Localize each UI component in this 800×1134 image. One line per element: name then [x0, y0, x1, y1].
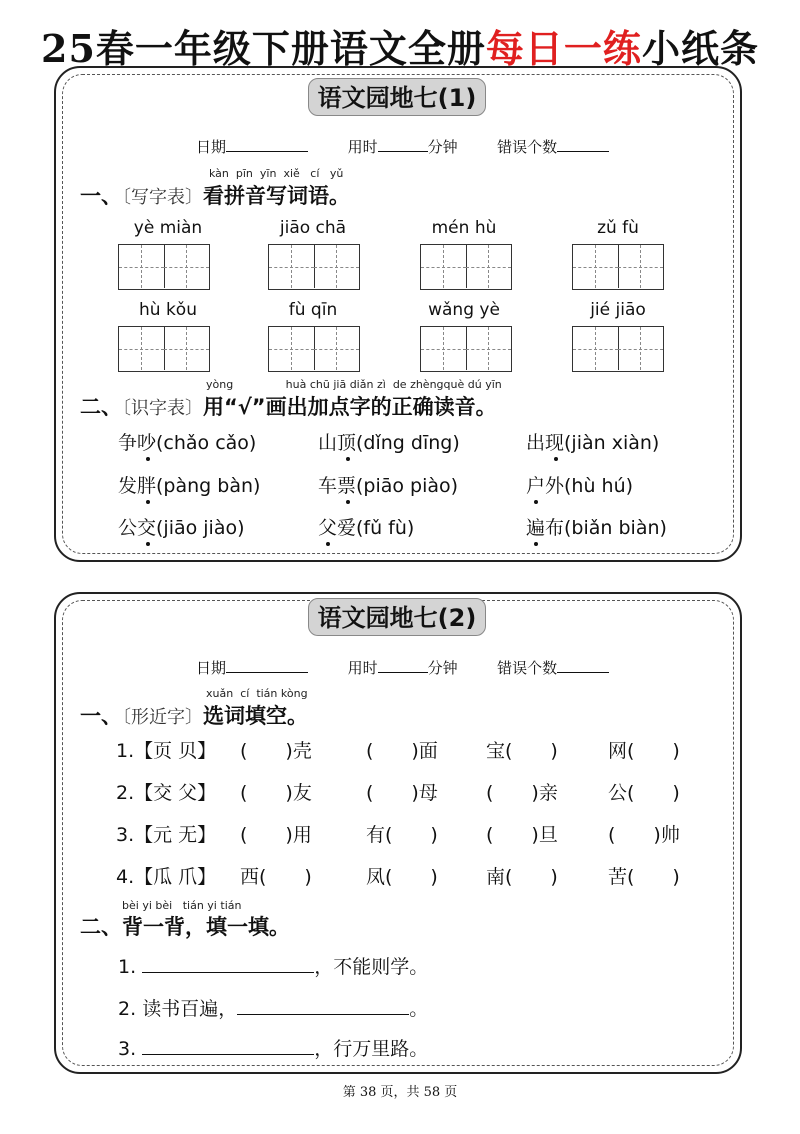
- pinyin: pīn: [235, 167, 253, 180]
- section-1-title: 语文园地七(1): [308, 78, 486, 116]
- section-2-title: 语文园地七(2): [308, 598, 486, 636]
- fill-cell[interactable]: ( )旦: [486, 824, 558, 846]
- date-label: 日期: [196, 659, 227, 677]
- q1-pinyin-row: [209, 167, 343, 180]
- pinyin: cí: [240, 687, 250, 700]
- fill-cell[interactable]: 西( ): [240, 866, 312, 888]
- recite-blank[interactable]: [142, 958, 314, 973]
- recite-blank[interactable]: [237, 1000, 409, 1015]
- fill-cell[interactable]: 有( ): [366, 824, 438, 846]
- question-number: 一、: [80, 184, 122, 208]
- errors-blank[interactable]: [557, 137, 609, 152]
- s2-q1-heading: [80, 700, 308, 730]
- pinyin: cí: [310, 167, 320, 180]
- pinyin-word: zǔ fù: [597, 218, 639, 238]
- fill-cell[interactable]: ( )友: [240, 782, 312, 804]
- pinyin: yǔ: [329, 167, 344, 180]
- emphasis-dot: [346, 457, 350, 461]
- fill-cell[interactable]: ( )母: [366, 782, 438, 804]
- pinyin: yīn: [259, 167, 277, 180]
- question-tag: 〔识字表〕: [122, 398, 203, 419]
- s2-q2-heading: [80, 911, 290, 941]
- pinyin: zì: [376, 378, 386, 391]
- pinyin: xuǎn: [206, 687, 234, 700]
- pinyin: yi: [142, 899, 152, 912]
- fill-row-label: 4.【瓜 爪】: [116, 866, 217, 888]
- pinyin-word: hù kǒu: [139, 300, 197, 320]
- question-tag: 〔形近字〕: [122, 707, 203, 728]
- pinyin: tián: [220, 899, 242, 912]
- pinyin: diǎn: [349, 378, 374, 391]
- reading-item[interactable]: 争吵(chǎo cǎo): [118, 432, 257, 454]
- question-text: 用: [203, 395, 224, 419]
- pinyin: huà: [285, 378, 307, 391]
- writing-grid[interactable]: [572, 244, 664, 290]
- pinyin: de: [392, 378, 407, 391]
- pinyin: zhèng: [410, 378, 444, 391]
- pinyin: kàn: [209, 167, 229, 180]
- pinyin: chū: [309, 378, 330, 391]
- question-text: “√”画出加点字的正确读音。: [224, 395, 497, 419]
- errors-label: 错误个数: [497, 659, 558, 677]
- reading-item[interactable]: 遍布(biǎn biàn): [526, 517, 667, 539]
- fill-cell[interactable]: ( )面: [366, 740, 438, 762]
- pinyin: jiā: [333, 378, 347, 391]
- title-part-1: 25春一年级下册语文全册: [41, 26, 486, 71]
- line-number: 3.: [118, 1038, 137, 1060]
- document-title: [0, 18, 800, 73]
- emphasis-dot: [146, 457, 150, 461]
- fill-cell[interactable]: ( )用: [240, 824, 312, 846]
- emphasis-dot: [326, 542, 330, 546]
- pinyin: yòng: [206, 378, 234, 391]
- fill-row-label: 1.【页 贝】: [116, 740, 217, 762]
- question-number: 二、: [80, 915, 122, 939]
- pinyin: tián: [256, 687, 278, 700]
- title-part-3: 小纸条: [641, 26, 759, 71]
- time-blank[interactable]: [378, 137, 428, 152]
- reading-item[interactable]: 户外(hù hú): [526, 475, 634, 497]
- line-text-before: 读书百遍，: [142, 998, 238, 1020]
- q2-heading: [80, 391, 497, 421]
- pinyin-word: wǎng yè: [428, 300, 500, 320]
- pinyin: tián: [182, 899, 204, 912]
- fill-row-label: 3.【元 无】: [116, 824, 217, 846]
- reading-item[interactable]: 山顶(dǐng dīng): [318, 432, 460, 454]
- reading-item[interactable]: 发胖(pàng bàn): [118, 475, 261, 497]
- question-text: 看拼音写词语。: [203, 184, 350, 208]
- question-tag: 〔写字表〕: [122, 187, 203, 208]
- fill-cell[interactable]: ( )壳: [240, 740, 312, 762]
- emphasis-dot: [534, 542, 538, 546]
- writing-grid[interactable]: [420, 244, 512, 290]
- question-number: 一、: [80, 704, 122, 728]
- line-number: 2.: [118, 998, 137, 1020]
- q2-pinyin-row: [206, 378, 502, 391]
- question-text: 选词填空。: [203, 704, 308, 728]
- line-text-after: ，行万里路。: [314, 1038, 429, 1060]
- emphasis-dot: [146, 500, 150, 504]
- date-blank[interactable]: [226, 137, 308, 152]
- fill-row-label: 2.【交 父】: [116, 782, 217, 804]
- fill-cell[interactable]: 苦( ): [608, 866, 680, 888]
- writing-grid[interactable]: [268, 244, 360, 290]
- line-text-after: 。: [409, 998, 429, 1020]
- fill-cell[interactable]: 网( ): [608, 740, 680, 762]
- writing-grid[interactable]: [572, 326, 664, 372]
- line-number: 1.: [118, 956, 137, 978]
- pinyin: kòng: [280, 687, 308, 700]
- s2-q1-pinyin-row: [206, 687, 308, 700]
- pinyin-word: mén hù: [431, 218, 497, 238]
- emphasis-dot: [346, 500, 350, 504]
- fill-cell[interactable]: 公( ): [608, 782, 680, 804]
- pinyin-word: jié jiāo: [590, 300, 646, 320]
- pinyin: yi: [207, 899, 217, 912]
- title-part-2-highlight: 每日一练: [485, 26, 642, 71]
- pinyin: bèi: [155, 899, 173, 912]
- fill-cell[interactable]: ( )亲: [486, 782, 558, 804]
- reading-item[interactable]: 车票(piāo piào): [318, 475, 459, 497]
- pinyin: bèi: [122, 899, 139, 912]
- recite-line-1: [118, 952, 428, 979]
- writing-grid[interactable]: [420, 326, 512, 372]
- fill-cell[interactable]: 凤( ): [366, 866, 438, 888]
- fill-cell[interactable]: ( )帅: [608, 824, 680, 846]
- errors-label: 错误个数: [497, 138, 558, 156]
- reading-item[interactable]: 公交(jiāo jiào): [118, 517, 245, 539]
- writing-grid[interactable]: [118, 326, 210, 372]
- minute-label: 分钟: [427, 138, 458, 156]
- emphasis-dot: [554, 457, 558, 461]
- pinyin: què: [443, 378, 465, 391]
- date-blank[interactable]: [226, 658, 308, 673]
- time-blank[interactable]: [378, 658, 428, 673]
- question-number: 二、: [80, 395, 122, 419]
- pinyin-word: yè miàn: [133, 218, 203, 238]
- question-text: 背一背，填一填。: [122, 915, 290, 939]
- minute-label: 分钟: [427, 659, 458, 677]
- pinyin: xiě: [283, 167, 300, 180]
- line-text-after: ，不能则学。: [314, 956, 429, 978]
- fill-cell[interactable]: 南( ): [486, 866, 558, 888]
- time-label: 用时: [347, 138, 378, 156]
- q1-heading: [80, 180, 350, 210]
- emphasis-dot: [146, 542, 150, 546]
- pinyin-word: jiāo chā: [279, 218, 347, 238]
- pinyin: dú: [467, 378, 482, 391]
- recite-line-3: [118, 1034, 428, 1061]
- section-2-meta: [196, 657, 609, 678]
- writing-grid[interactable]: [268, 326, 360, 372]
- emphasis-dot: [534, 500, 538, 504]
- date-label: 日期: [196, 138, 227, 156]
- writing-grid[interactable]: [118, 244, 210, 290]
- pinyin: yīn: [485, 378, 502, 391]
- fill-cell[interactable]: 宝( ): [486, 740, 558, 762]
- recite-line-2: [118, 994, 428, 1021]
- time-label: 用时: [347, 659, 378, 677]
- reading-item[interactable]: 出现(jiàn xiàn): [526, 432, 660, 454]
- errors-blank[interactable]: [557, 658, 609, 673]
- page-footer: 第 38 页，共 58 页: [342, 1085, 458, 1100]
- section-1-meta: [196, 136, 609, 157]
- reading-item[interactable]: 父爱(fǔ fù): [318, 517, 415, 539]
- pinyin-word: fù qīn: [288, 300, 338, 320]
- recite-blank[interactable]: [142, 1040, 314, 1055]
